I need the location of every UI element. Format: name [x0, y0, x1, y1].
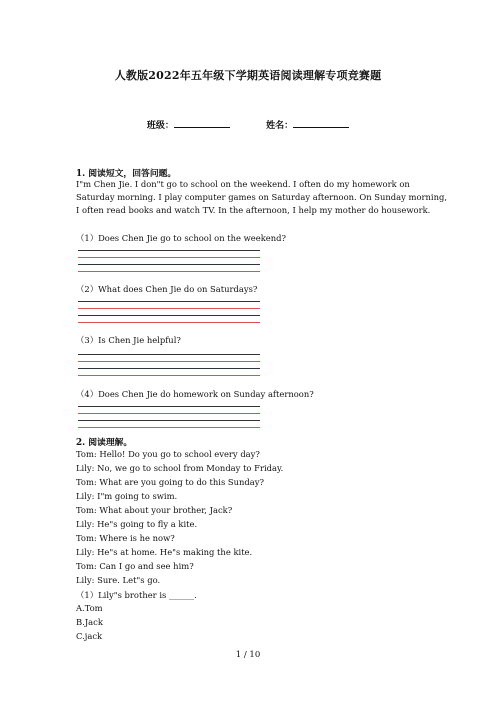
option-a[interactable]: A.Tom — [76, 603, 103, 613]
dialogue-line: Tom: What are you going to do this Sunday? — [76, 477, 265, 487]
question-2: （2）What does Chen Jie do on Saturdays? — [76, 284, 258, 294]
question-4: （4）Does Chen Jie do homework on Sunday afternoon? — [76, 389, 314, 399]
class-label: 班级： — [146, 121, 174, 131]
dialogue-line: Tom: Hello! Do you go to school every day? — [76, 449, 260, 459]
option-b[interactable]: B.Jack — [76, 617, 103, 627]
class-blank[interactable] — [174, 119, 230, 128]
dialogue-line: Lily: I"m going to swim. — [76, 491, 178, 501]
dialogue-line: Tom: What about your brother, Jack? — [76, 505, 233, 515]
dialogue-line: Lily: He"s going to fly a kite. — [76, 519, 198, 529]
answer-lines-2[interactable] — [78, 301, 260, 329]
passage-line: I"m Chen Jie. I don"t go to school on the weekend. I often do my homework on — [76, 179, 410, 189]
question-1: （1）Does Chen Jie go to school on the weekend? — [76, 233, 286, 243]
section2-question-1: （1）Lily"s brother is ______. — [76, 590, 197, 600]
passage-line: Saturday morning. I play computer games on Saturday afternoon. On Sunday morning, — [76, 192, 448, 202]
answer-lines-4[interactable] — [78, 406, 260, 434]
answer-lines-1[interactable] — [78, 250, 260, 278]
answer-lines-3[interactable] — [78, 354, 260, 382]
document-title: 人教版2022年五年级下学期英语阅读理解专项竞赛题 — [114, 69, 382, 82]
name-blank[interactable] — [293, 119, 349, 128]
question-3: （3）Is Chen Jie helpful? — [76, 335, 181, 345]
dialogue-line: Lily: No, we go to school from Monday to Friday. — [76, 463, 284, 473]
dialogue-line: Lily: Sure. Let"s go. — [76, 575, 161, 585]
option-c[interactable]: C.jack — [76, 631, 103, 641]
section2-heading: 2. 阅读理解。 — [76, 438, 133, 448]
name-label: 姓名： — [266, 121, 294, 131]
dialogue-line: Tom: Where is he now? — [76, 533, 175, 543]
section1-heading: 1. 阅读短文，回答问题。 — [76, 169, 177, 179]
page-number: 1 / 10 — [235, 650, 261, 660]
dialogue-line: Tom: Can I go and see him? — [76, 561, 194, 571]
dialogue-line: Lily: He"s at home. He"s making the kite. — [76, 547, 253, 557]
student-info — [0, 118, 496, 131]
passage-line: I often read books and watch TV. In the afternoon, I help my mother do housework. — [76, 205, 431, 215]
